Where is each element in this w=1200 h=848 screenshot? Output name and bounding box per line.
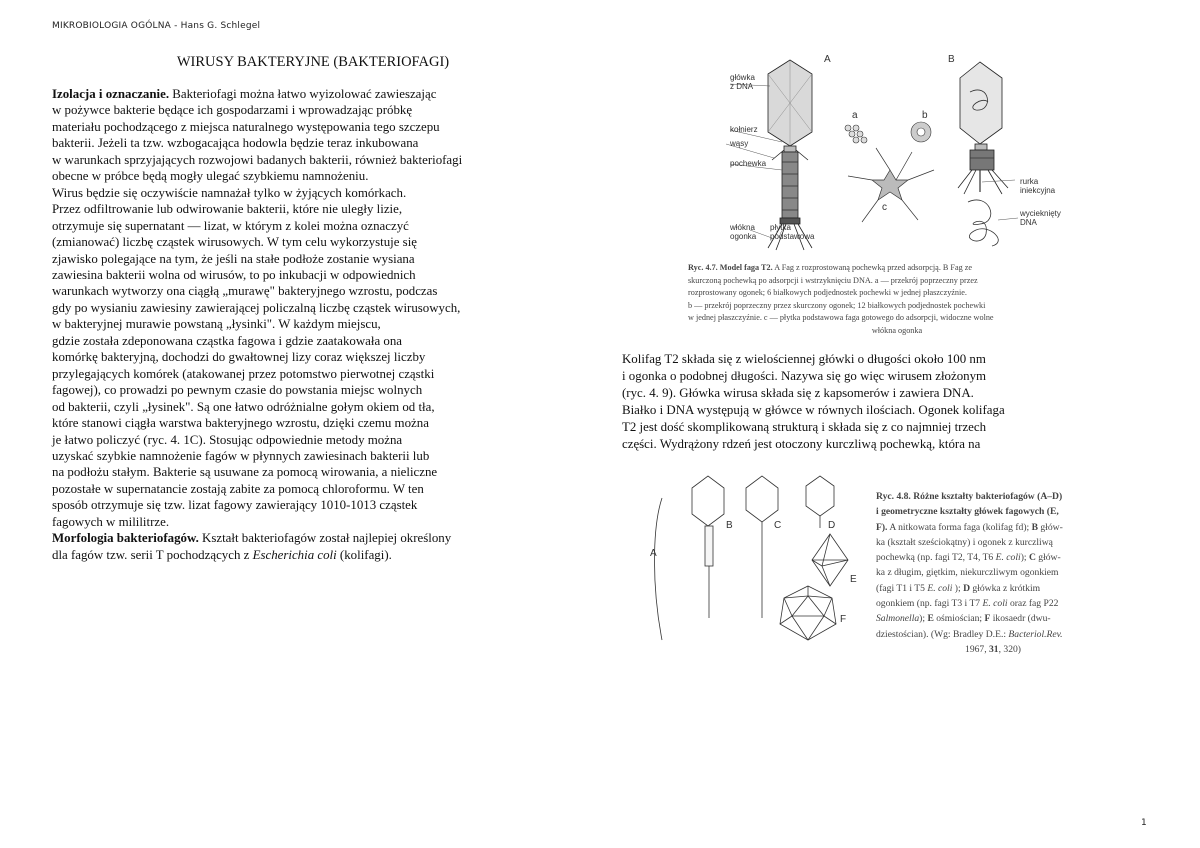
label-shape-c: C <box>774 520 782 531</box>
text-run: zjawisko polegające na tym, że jeśli na stałe podłoże zostanie wysiana <box>52 251 415 266</box>
figure-2-caption-part: głów- <box>1038 521 1063 533</box>
label-c-lower: c <box>882 202 887 213</box>
text-run: w pożywce bakterie będące ich gospodarzami i wprowadzając próbkę <box>52 103 413 118</box>
label-b-upper: B <box>948 54 955 65</box>
figure-2-caption <box>876 489 1110 657</box>
label-rurka: rurka <box>1020 177 1039 186</box>
text-line <box>52 283 572 299</box>
text-line <box>52 218 572 234</box>
figure-2-caption-part: 1967, <box>965 643 989 655</box>
text-run: gdzie została zdeponowana cząstka fagowa i gdzie zaatakowała ona <box>52 333 403 348</box>
figure-1-caption-line: w jednej płaszczyźnie. c — płytka podstawowa faga gotowego do adsorpcji, widoczne wolne <box>688 313 994 323</box>
figure-1-caption-line: włókna ogonka <box>871 325 923 335</box>
text-line <box>52 135 572 151</box>
phage-shape-e-octahedron <box>812 534 848 586</box>
label-dna: DNA <box>1020 218 1037 227</box>
figure-1-caption-line: rozprostowany ogonek; 6 białkowych podjednostek pochewki w jednej płaszczyźnie. <box>688 288 967 298</box>
figure-1-caption-line: b — przekrój poprzeczny przez skurczony ogonek; 12 białkowych podjednostek pochewki <box>688 300 986 310</box>
text-line <box>52 185 572 201</box>
figure-2-caption-part: pochewką (np. fagi T2, T4, T6 <box>876 552 996 564</box>
label-shape-e: E <box>850 574 857 585</box>
text-line: części. Wydrążony rdzeń jest otoczony kurczliwą pochewką, która na <box>622 437 981 451</box>
label-wasy: wąsy <box>730 139 749 148</box>
phage-shape-a <box>655 498 663 640</box>
figure-2-caption-part: (fagi T1 i T5 <box>876 582 928 594</box>
figure-2-caption-part: E. coli <box>927 582 953 594</box>
figure-1-caption-line: A Fag z rozprostowaną pochewką przed adsorpcją. B Fag ze <box>772 263 973 272</box>
figure-2-caption-part: główka z krótkim <box>970 582 1041 594</box>
text-run: Wirus będzie się oczywiście namnażał tylko w żyjących komórkach. <box>52 185 407 200</box>
text-run: komórkę bakteryjną, dochodzi do gwałtownej lizy coraz większej liczby <box>52 350 426 365</box>
figure-2-caption-part: oraz fag P22 <box>1007 598 1059 610</box>
text-line <box>52 432 572 448</box>
figure-1-caption <box>688 262 1106 338</box>
figure-2-caption-part: dziestościan). (Wg: Bradley D.E.: <box>876 628 1009 640</box>
figure-2-caption-part: F <box>984 613 991 625</box>
label-shape-a: A <box>650 548 657 559</box>
text-run: fagowej), co prowadzi po pewnym czasie do powstania miejsc wolnych <box>52 383 423 398</box>
figure-2-caption-part: Salmonella <box>876 613 920 625</box>
cross-section-drawings <box>845 122 931 143</box>
text-line <box>52 168 572 184</box>
text-run: dla fagów tzw. serii T pochodzących z <box>52 547 253 562</box>
figure-2-caption-part: E. coli <box>995 552 1021 564</box>
label-plytka: płytka <box>770 223 791 232</box>
text-line <box>52 366 572 382</box>
figure-1-caption-number: Ryc. 4.7. Model faga T2. <box>688 263 773 272</box>
figure-2-caption-line: ka (kształt sześciokątny) i ogonek z kurczliwą <box>876 536 1053 548</box>
figure-2-caption-part: E. coli <box>982 598 1008 610</box>
label-shape-f: F <box>840 614 847 625</box>
figure-2-caption-reference <box>876 642 1110 657</box>
text-line: (ryc. 4. 9). Główka wirusa składa się z kapsomerów i zawiera DNA. <box>622 386 974 400</box>
running-header: MIKROBIOLOGIA OGÓLNA - Hans G. Schlegel <box>52 21 261 31</box>
text-run: Przez odfiltrowanie lub odwirowanie bakterii, które nie uległy lizie, <box>52 202 403 217</box>
figure-2-caption-part: 31 <box>989 643 999 655</box>
text-run: na podłożu stałym. Bakterie są usuwane za pomocą wirowania, a nieliczne <box>52 465 438 480</box>
text-line: i ogonka o podobnej długości. Nazywa się go więc wirusem złożonym <box>622 369 987 383</box>
text-line <box>52 201 572 217</box>
text-run: Kształt bakteriofagów został najlepiej określony <box>198 531 452 546</box>
text-line <box>52 267 572 283</box>
figure-phage-shapes <box>650 468 865 650</box>
text-line <box>52 481 572 497</box>
text-line <box>52 333 572 349</box>
text-line <box>52 119 572 135</box>
label-a-lower: a <box>852 110 858 121</box>
label-glowka: główka <box>730 73 755 82</box>
text-run: które stanowi ciągła warstwa bakteryjnego wzrostu, dzięki czemu można <box>52 416 429 431</box>
text-line <box>52 497 572 513</box>
phage-shape-f-icosahedron <box>780 586 836 640</box>
text-line <box>52 399 572 415</box>
figure-2-caption-part: E <box>927 613 934 625</box>
text-run: obecne w próbce będą mogły ulegać szybkiemu namnożeniu. <box>52 169 369 184</box>
text-run: w warunkach sprzyjających rozwojowi badanych bakterii, również bakteriofagi <box>52 152 463 167</box>
text-run: materiału pochodzącego z miejsca naturalnego występowania tego szczepu <box>52 119 440 134</box>
label-shape-b: B <box>726 520 733 531</box>
figure-2-caption-part: ); <box>1020 552 1029 564</box>
figure-2-caption-part: Bacteriol.Rev. <box>1008 628 1063 640</box>
text-line <box>52 251 572 267</box>
label-wlokna: włókna <box>730 223 755 232</box>
text-line <box>52 102 572 118</box>
text-run: Bakteriofagi można łatwo wyizolować zawieszając <box>169 87 437 101</box>
text-run: je łatwo policzyć (ryc. 4. 1C). Stosując odpowiednie metody można <box>52 432 403 447</box>
figure-2-caption-line: i geometryczne kształty główek fagowych (E, <box>876 506 1059 518</box>
figure-2-caption-part: ośmiościan; <box>933 613 985 625</box>
label-pochewka: pochewka <box>730 159 767 168</box>
text-run: pozostałe w supernatancie zostają zabite za pomocą chloroformu. W ten <box>52 481 424 496</box>
figure-2-caption-part: ikosaedr (dwu- <box>990 613 1051 625</box>
phage-a-drawing <box>768 60 812 250</box>
phage-shape-b <box>692 476 724 618</box>
figure-2-caption-line: ka z długim, giętkim, niekurczliwym ogonkiem <box>876 567 1059 579</box>
figure-2-caption-part: ); <box>952 582 964 594</box>
text-run: otrzymuje się supernatant — lizat, w którym z kolei można oznaczyć <box>52 218 409 233</box>
right-column-text <box>622 351 1102 453</box>
text-line <box>52 86 572 102</box>
text-run: fagowych w mililitrze. <box>52 514 170 529</box>
page-number: 1 <box>1141 818 1147 828</box>
bold-run-in-heading: Morfologia bakteriofagów. <box>52 531 199 546</box>
label-b-lower: b <box>922 110 928 121</box>
baseplate-drawing <box>848 148 934 222</box>
text-line: Białko i DNA występują w główce w równych ilościach. Ogonek kolifaga <box>622 403 1005 417</box>
figure-2-caption-line: Ryc. 4.8. Różne kształty bakteriofagów (A–D) <box>876 491 1063 502</box>
text-line <box>52 464 572 480</box>
figure-2-caption-part: A nitkowata forma faga (kolifag fd); <box>887 521 1032 533</box>
text-run: przylegających komórek (atakowanej przez potomstwo pierwotnej cząstki <box>52 366 435 381</box>
phage-b-drawing <box>958 62 1008 246</box>
label-iniekcyjna: iniekcyjna <box>1020 186 1056 195</box>
text-line <box>52 349 572 365</box>
figure-2-caption-part: D <box>963 582 970 594</box>
text-line <box>52 382 572 398</box>
figure-2-caption-part: ); <box>919 613 928 625</box>
label-shape-d: D <box>828 520 836 531</box>
text-line <box>52 415 572 431</box>
left-column-text <box>52 86 572 563</box>
text-line <box>52 448 572 464</box>
text-line <box>52 152 572 168</box>
section-title: WIRUSY BAKTERYJNE (BAKTERIOFAGI) <box>176 54 450 70</box>
text-run: warunkach wytworzy ona ciągłą „murawę" bakteryjnego wzrostu, podczas <box>52 284 438 299</box>
text-line <box>52 234 572 250</box>
figure-2-caption-part: B <box>1031 521 1039 533</box>
text-run: (kolifagi). <box>336 547 392 562</box>
text-line <box>52 514 572 530</box>
figure-2-caption-part: C <box>1028 552 1036 564</box>
label-z-dna: z DNA <box>730 82 754 91</box>
text-run: bakterii. Jeżeli ta tzw. wzbogacająca hodowla będzie teraz inkubowana <box>52 136 419 151</box>
text-run: od bakterii, czyli „łysinek". Są one łatwo odróżnialne gołym okiem od tła, <box>52 399 435 414</box>
label-ogonka: ogonka <box>730 232 757 241</box>
text-line <box>52 547 572 563</box>
text-run: sposób otrzymuje się tzw. lizat fagowy zawierający 1010-1013 cząstek <box>52 498 418 513</box>
label-wycieknięty: wycieknięty <box>1020 209 1061 218</box>
figure-2-caption-part: ogonkiem (np. fagi T3 i T7 <box>876 598 983 610</box>
phage-shape-c <box>746 476 778 618</box>
text-run: gdy po wysianiu zawiesiny zawierającej policzalną liczbę cząstek wirusowych, <box>52 300 461 315</box>
text-line: Kolifag T2 składa się z wielościennej główki o długości około 100 nm <box>622 352 986 366</box>
text-line: T2 jest dość skomplikowaną strukturą i składa się z co najmniej trzech <box>622 420 987 434</box>
label-a-upper: A <box>824 54 831 65</box>
figure-2-caption-part: , 320) <box>998 643 1021 655</box>
figure-1-caption-line: skurczoną pochewką po adsorpcji i wstrzyknięciu DNA. a — przekrój poprzeczny przez <box>688 275 978 285</box>
label-kolnierz: kołnierz <box>730 125 758 134</box>
label-podstawowa: podstawowa <box>770 232 815 241</box>
bold-run-in-heading: Izolacja i oznaczanie. <box>52 87 170 101</box>
text-run: zawiesina bakterii wolna od wirusów, to po inkubacji w odpowiednich <box>52 267 416 282</box>
figure-2-caption-part: F). <box>876 521 888 533</box>
italic-run: Escherichia coli <box>252 547 337 562</box>
text-run: (zmianować) liczbę cząstek wirusowych. W tym celu wykorzystuje się <box>52 235 417 250</box>
figure-t2-phage-model <box>690 52 1061 252</box>
text-run: w bakteryjnej murawie powstaną „łysinki". W każdym miejscu, <box>52 317 381 332</box>
text-line <box>52 316 572 332</box>
text-run: uzyskać szybkie namnożenie fagów w płynnych zawiesinach bakterii lub <box>52 448 430 463</box>
text-line <box>52 530 572 546</box>
text-line <box>52 300 572 316</box>
figure-2-caption-part: głów- <box>1035 552 1061 564</box>
